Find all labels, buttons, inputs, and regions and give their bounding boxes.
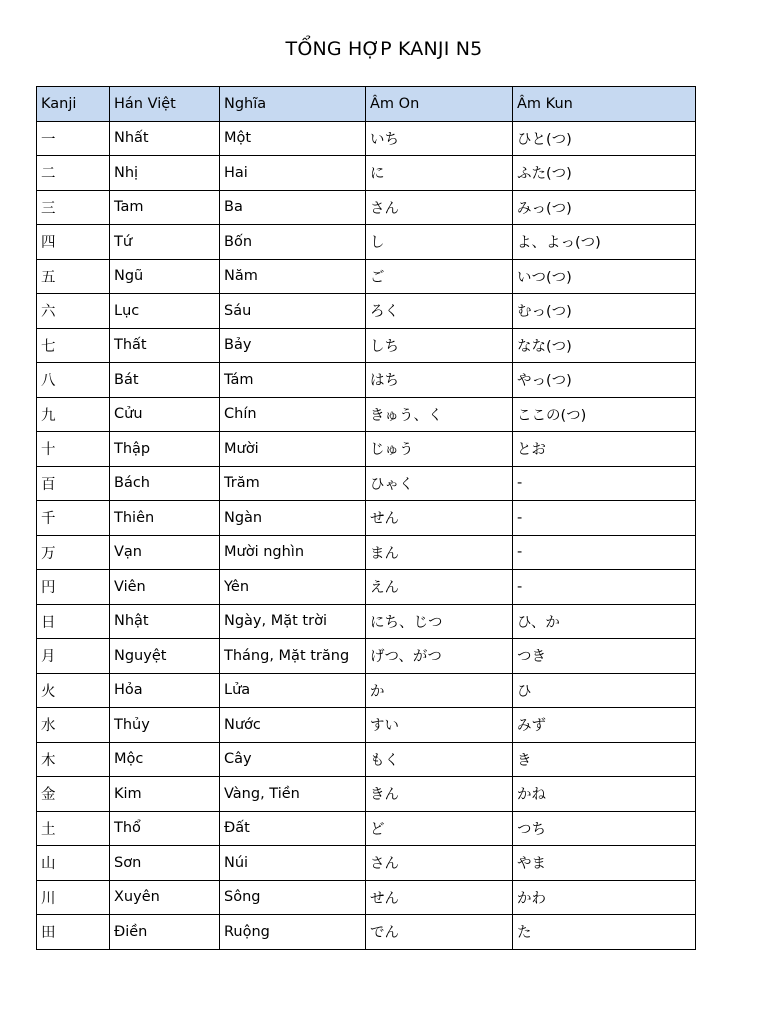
table-row xyxy=(37,535,696,570)
nghia-cell: Lửa xyxy=(220,673,366,708)
am-on-cell: きん xyxy=(366,777,513,812)
am-on-cell: じゅう xyxy=(366,432,513,467)
am-kun-cell: つき xyxy=(513,639,696,674)
table-row xyxy=(37,811,696,846)
am-on-cell: もく xyxy=(366,742,513,777)
kanji-cell: 四 xyxy=(37,225,110,260)
kanji-cell: 金 xyxy=(37,777,110,812)
am-on-cell: に xyxy=(366,156,513,191)
am-kun-cell: た xyxy=(513,915,696,950)
han-viet-cell: Thiên xyxy=(110,501,220,536)
am-kun-cell: き xyxy=(513,742,696,777)
nghia-cell: Ruộng xyxy=(220,915,366,950)
table-row xyxy=(37,190,696,225)
nghia-cell: Yên xyxy=(220,570,366,605)
han-viet-cell: Nhất xyxy=(110,121,220,156)
han-viet-cell: Nhị xyxy=(110,156,220,191)
am-kun-cell: よ、よっ(つ) xyxy=(513,225,696,260)
han-viet-cell: Bách xyxy=(110,466,220,501)
han-viet-cell: Viên xyxy=(110,570,220,605)
han-viet-cell: Thổ xyxy=(110,811,220,846)
table-row xyxy=(37,777,696,812)
kanji-cell: 千 xyxy=(37,501,110,536)
han-viet-cell: Nguyệt xyxy=(110,639,220,674)
nghia-cell: Chín xyxy=(220,397,366,432)
nghia-cell: Hai xyxy=(220,156,366,191)
am-on-cell: し xyxy=(366,225,513,260)
han-viet-cell: Thập xyxy=(110,432,220,467)
am-on-cell: ご xyxy=(366,259,513,294)
kanji-cell: 木 xyxy=(37,742,110,777)
nghia-cell: Tháng, Mặt trăng xyxy=(220,639,366,674)
han-viet-cell: Hỏa xyxy=(110,673,220,708)
nghia-cell: Ngày, Mặt trời xyxy=(220,604,366,639)
table-row xyxy=(37,708,696,743)
am-on-cell: しち xyxy=(366,328,513,363)
am-kun-cell: みず xyxy=(513,708,696,743)
nghia-cell: Nước xyxy=(220,708,366,743)
am-kun-cell: やま xyxy=(513,846,696,881)
table-row xyxy=(37,915,696,950)
kanji-cell: 一 xyxy=(37,121,110,156)
nghia-cell: Năm xyxy=(220,259,366,294)
kanji-cell: 二 xyxy=(37,156,110,191)
table-row xyxy=(37,225,696,260)
am-kun-cell: ふた(つ) xyxy=(513,156,696,191)
table-row xyxy=(37,880,696,915)
table-row xyxy=(37,466,696,501)
am-kun-cell: なな(つ) xyxy=(513,328,696,363)
am-kun-cell: ひ、か xyxy=(513,604,696,639)
am-kun-cell: - xyxy=(513,501,696,536)
table-row xyxy=(37,294,696,329)
am-kun-cell: ひ xyxy=(513,673,696,708)
am-kun-cell: - xyxy=(513,535,696,570)
kanji-cell: 六 xyxy=(37,294,110,329)
am-on-cell: まん xyxy=(366,535,513,570)
kanji-cell: 五 xyxy=(37,259,110,294)
am-kun-cell: かわ xyxy=(513,880,696,915)
nghia-cell: Cây xyxy=(220,742,366,777)
table-row xyxy=(37,639,696,674)
am-on-cell: ろく xyxy=(366,294,513,329)
kanji-cell: 水 xyxy=(37,708,110,743)
am-on-cell: ど xyxy=(366,811,513,846)
am-on-cell: でん xyxy=(366,915,513,950)
kanji-cell: 七 xyxy=(37,328,110,363)
kanji-cell: 日 xyxy=(37,604,110,639)
han-viet-cell: Lục xyxy=(110,294,220,329)
kanji-cell: 火 xyxy=(37,673,110,708)
am-on-cell: えん xyxy=(366,570,513,605)
am-kun-cell: むっ(つ) xyxy=(513,294,696,329)
page-title: TỔNG HỢP KANJI N5 xyxy=(285,38,483,60)
kanji-cell: 山 xyxy=(37,846,110,881)
nghia-cell: Bảy xyxy=(220,328,366,363)
nghia-cell: Trăm xyxy=(220,466,366,501)
table-row xyxy=(37,570,696,605)
am-kun-cell: つち xyxy=(513,811,696,846)
am-kun-cell: - xyxy=(513,466,696,501)
nghia-cell: Vàng, Tiền xyxy=(220,777,366,812)
table-row xyxy=(37,501,696,536)
table-row xyxy=(37,846,696,881)
nghia-cell: Một xyxy=(220,121,366,156)
am-kun-cell: いつ(つ) xyxy=(513,259,696,294)
kanji-cell: 十 xyxy=(37,432,110,467)
am-kun-cell: ここの(つ) xyxy=(513,397,696,432)
am-kun-cell: とお xyxy=(513,432,696,467)
kanji-cell: 八 xyxy=(37,363,110,398)
table-row xyxy=(37,328,696,363)
nghia-cell: Ngàn xyxy=(220,501,366,536)
am-on-cell: きゅう、く xyxy=(366,397,513,432)
am-on-cell: にち、じつ xyxy=(366,604,513,639)
am-on-cell: げつ、がつ xyxy=(366,639,513,674)
han-viet-cell: Sơn xyxy=(110,846,220,881)
nghia-cell: Sông xyxy=(220,880,366,915)
table-row xyxy=(37,397,696,432)
kanji-cell: 万 xyxy=(37,535,110,570)
han-viet-cell: Kim xyxy=(110,777,220,812)
kanji-cell: 三 xyxy=(37,190,110,225)
am-on-cell: せん xyxy=(366,501,513,536)
han-viet-cell: Tứ xyxy=(110,225,220,260)
table-row xyxy=(37,156,696,191)
column-header-nghia: Nghĩa xyxy=(220,87,366,122)
am-on-cell: ひゃく xyxy=(366,466,513,501)
am-on-cell: いち xyxy=(366,121,513,156)
han-viet-cell: Cửu xyxy=(110,397,220,432)
am-kun-cell: やっ(つ) xyxy=(513,363,696,398)
han-viet-cell: Xuyên xyxy=(110,880,220,915)
nghia-cell: Đất xyxy=(220,811,366,846)
kanji-cell: 九 xyxy=(37,397,110,432)
table-row xyxy=(37,121,696,156)
am-on-cell: か xyxy=(366,673,513,708)
table-header-row xyxy=(37,87,696,122)
han-viet-cell: Mộc xyxy=(110,742,220,777)
nghia-cell: Mười nghìn xyxy=(220,535,366,570)
nghia-cell: Ba xyxy=(220,190,366,225)
am-on-cell: さん xyxy=(366,846,513,881)
kanji-table xyxy=(36,86,696,950)
kanji-cell: 百 xyxy=(37,466,110,501)
table-row xyxy=(37,432,696,467)
nghia-cell: Bốn xyxy=(220,225,366,260)
am-kun-cell: - xyxy=(513,570,696,605)
han-viet-cell: Ngũ xyxy=(110,259,220,294)
column-header-am-on: Âm On xyxy=(366,87,513,122)
am-kun-cell: ひと(つ) xyxy=(513,121,696,156)
table-body xyxy=(37,121,696,949)
han-viet-cell: Thất xyxy=(110,328,220,363)
nghia-cell: Tám xyxy=(220,363,366,398)
kanji-cell: 川 xyxy=(37,880,110,915)
am-on-cell: すい xyxy=(366,708,513,743)
table-row xyxy=(37,604,696,639)
am-on-cell: せん xyxy=(366,880,513,915)
han-viet-cell: Vạn xyxy=(110,535,220,570)
han-viet-cell: Tam xyxy=(110,190,220,225)
column-header-kanji: Kanji xyxy=(37,87,110,122)
am-kun-cell: みっ(つ) xyxy=(513,190,696,225)
han-viet-cell: Nhật xyxy=(110,604,220,639)
han-viet-cell: Điền xyxy=(110,915,220,950)
kanji-cell: 月 xyxy=(37,639,110,674)
han-viet-cell: Thủy xyxy=(110,708,220,743)
table-row xyxy=(37,259,696,294)
han-viet-cell: Bát xyxy=(110,363,220,398)
am-on-cell: さん xyxy=(366,190,513,225)
kanji-cell: 円 xyxy=(37,570,110,605)
am-on-cell: はち xyxy=(366,363,513,398)
table-row xyxy=(37,363,696,398)
nghia-cell: Mười xyxy=(220,432,366,467)
am-kun-cell: かね xyxy=(513,777,696,812)
table-row xyxy=(37,742,696,777)
nghia-cell: Núi xyxy=(220,846,366,881)
nghia-cell: Sáu xyxy=(220,294,366,329)
kanji-cell: 土 xyxy=(37,811,110,846)
column-header-han-viet: Hán Việt xyxy=(110,87,220,122)
table-row xyxy=(37,673,696,708)
kanji-cell: 田 xyxy=(37,915,110,950)
column-header-am-kun: Âm Kun xyxy=(513,87,696,122)
